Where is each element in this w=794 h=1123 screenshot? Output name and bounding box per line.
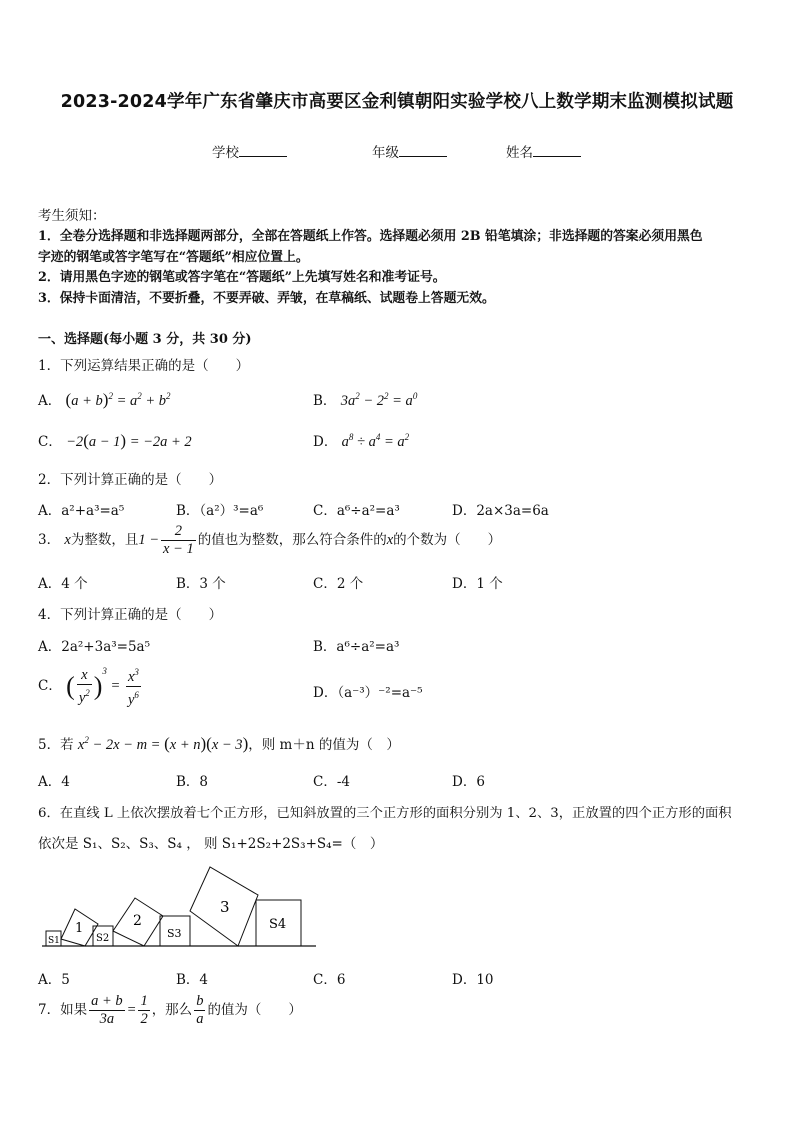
q1-option-b (313, 389, 417, 410)
option-label: A． (38, 393, 62, 409)
question-7-stem (38, 993, 302, 1028)
formula: ( $\frac{x}{y^2}$ )$^3$ = $\frac{x^3}{y^6}$ (66, 665, 139, 708)
question-4-stem: 4．下列计算正确的是（ ） (38, 607, 223, 623)
label-s3: S3 (167, 927, 182, 940)
formula: $x^2 - 2x - m = (x + n)(x - 3)$ (77, 734, 249, 753)
grade-blank (399, 144, 447, 157)
option-label: C． (38, 677, 62, 694)
q2-option-c: C．a⁶÷a²=a³ (313, 503, 400, 519)
label-3: 3 (220, 898, 230, 916)
school-blank (239, 144, 287, 157)
fraction: $\frac{1}{2}$ (140, 993, 148, 1027)
q3-option-c: C．2 个 (313, 576, 364, 592)
q1-option-d (313, 430, 409, 451)
fraction: $\frac{b}{a}$ (196, 993, 204, 1027)
name-field (506, 141, 581, 161)
formula: $a^8 \div a^4 = a^2$ (341, 432, 410, 450)
question-2-stem: 2．下列计算正确的是（ ） (38, 472, 223, 488)
option-label: D． (313, 434, 338, 450)
q5-text: ，则 m＋n 的值为（ ） (248, 737, 400, 753)
formula: −2(a − 1) = −2a + 2 (66, 431, 192, 450)
q3-text: 为整数，且 (70, 532, 139, 548)
question-1-stem: 1．下列运算结果正确的是（ ） (38, 358, 250, 374)
label-2: 2 (133, 913, 142, 929)
grade-field (372, 141, 447, 161)
name-blank (533, 144, 581, 157)
q2-option-a: A．a²+a³=a⁵ (38, 503, 125, 519)
q5-option-c: C．-4 (313, 774, 350, 790)
question-5-stem (38, 733, 400, 754)
formula: $3a^2 - 2^2 = a^0$ (340, 391, 418, 409)
formula: = (126, 1002, 137, 1018)
q4-option-a: A．2a²+3a³=5a⁵ (38, 639, 151, 655)
exam-title: 2023-2024学年广东省肇庆市高要区金利镇朝阳实验学校八上数学期末监测模拟试题 (60, 92, 734, 112)
note-line: 1．全卷分选择题和非选择题两部分，全部在答题纸上作答。选择题必须用 2B 铅笔填涂；非选择题的答案必须用黑色 (38, 229, 703, 244)
fraction: $\frac{2}{x - 1}$ (163, 523, 194, 557)
q2-option-d: D．2a×3a=6a (452, 503, 549, 519)
option-label: B． (313, 393, 337, 409)
q6-option-b: B．4 (176, 972, 209, 988)
q3-option-a: A．4 个 (38, 576, 88, 592)
question-3-stem (38, 523, 501, 558)
label-s2: S2 (96, 933, 110, 944)
q3-option-d: D．1 个 (452, 576, 503, 592)
q3-option-b: B．3 个 (176, 576, 226, 592)
q4-option-b: B．a⁶÷a²=a³ (313, 639, 400, 655)
q4-option-c (38, 664, 143, 709)
var-x: x (386, 532, 394, 548)
q5-number: 5．若 (38, 737, 74, 753)
q5-option-d: D．6 (452, 774, 485, 790)
q1-option-c (38, 430, 192, 451)
q7-text: 的值为（ ） (207, 1002, 302, 1018)
school-label: 学校 (212, 145, 239, 161)
q5-option-a: A．4 (38, 774, 70, 790)
section-heading: 一、选择题(每小题 3 分，共 30 分) (38, 332, 252, 347)
note-line: 字迹的钢笔或答字笔写在“答题纸”相应位置上。 (38, 250, 309, 265)
q6-option-a: A．5 (38, 972, 70, 988)
note-line: 2．请用黑色字迹的钢笔或答字笔在“答题纸”上先填写姓名和准考证号。 (38, 270, 446, 285)
note-line: 3．保持卡面清洁，不要折叠，不要弄破、弄皱，在草稿纸、试题卷上答题无效。 (38, 291, 495, 306)
question-6-line1: 6．在直线 L 上依次摆放着七个正方形，已知斜放置的三个正方形的面积分别为 1、2、3，正放置的四个正方形的面积 (38, 806, 732, 821)
q3-text: 的值也为整数，那么符合条件的 (197, 532, 387, 548)
option-label: C． (38, 434, 62, 450)
grade-label: 年级 (372, 145, 399, 161)
q6-option-c: C．6 (313, 972, 346, 988)
q5-option-b: B．8 (176, 774, 209, 790)
fraction: $\frac{a + b}{3a}$ (91, 993, 123, 1027)
q1-option-a (38, 389, 171, 410)
squares-figure (40, 862, 320, 952)
q7-text: ，那么 (151, 1002, 193, 1018)
label-s4: S4 (269, 917, 287, 932)
notes-heading: 考生须知： (38, 208, 106, 224)
question-6-line2: 依次是 S₁、S₂、S₃、S₄ ， 则 S₁+2S₂+2S₃+S₄=（ ） (38, 836, 384, 852)
name-label: 姓名 (506, 145, 533, 161)
q4-option-d: D．（a⁻³）⁻²=a⁻⁵ (313, 685, 423, 701)
label-1: 1 (75, 921, 84, 936)
formula: $(a + b)^2 = a^2 + b^2$ (65, 390, 171, 409)
q7-number: 7．如果 (38, 1002, 88, 1018)
q6-option-d: D．10 (452, 972, 494, 988)
q3-number: 3． (38, 532, 61, 548)
q3-text: 的个数为（ ） (393, 532, 502, 548)
var-x: x (64, 532, 71, 548)
school-field (212, 141, 287, 161)
formula: 1 − (138, 532, 159, 548)
label-s1: S1 (48, 936, 60, 946)
q2-option-b: B．（a²）³=a⁶ (176, 503, 264, 519)
